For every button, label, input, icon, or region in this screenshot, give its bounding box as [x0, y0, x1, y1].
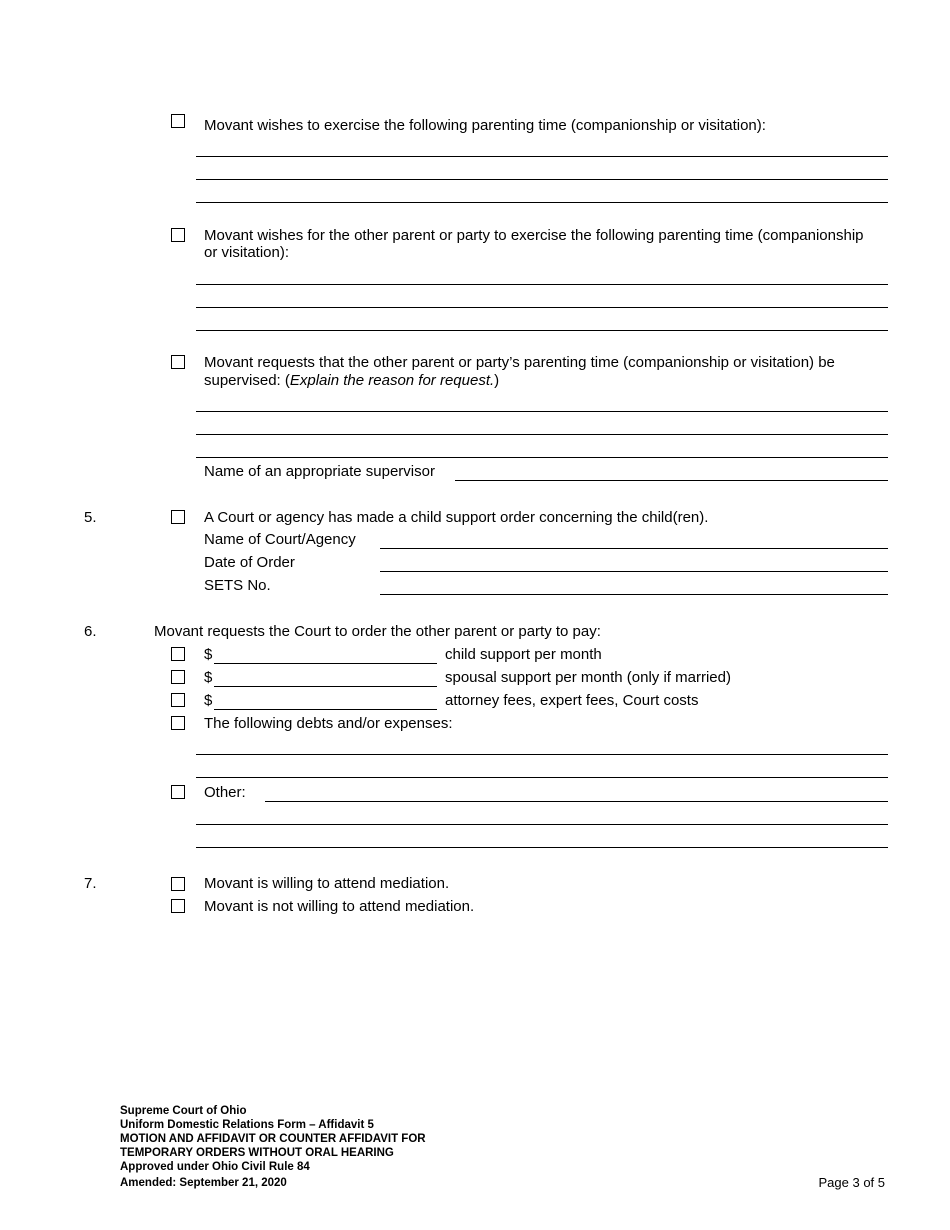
other-parenting-time-checkbox[interactable]	[171, 228, 185, 242]
fees-dollar-sign: $	[204, 692, 213, 709]
movant-parenting-time-checkbox[interactable]	[171, 114, 185, 128]
other-parenting-time-line-1[interactable]	[196, 284, 888, 285]
other-label: Other:	[204, 784, 246, 801]
mediation-willing-label: Movant is willing to attend mediation.	[204, 875, 450, 892]
supervised-reason-line-3[interactable]	[196, 457, 888, 458]
section-6-number: 6.	[84, 623, 97, 640]
court-agency-field[interactable]	[380, 548, 888, 549]
child-support-order-label: A Court or agency has made a child support order concerning the child(ren).	[204, 509, 709, 526]
movant-parenting-time-label: Movant wishes to exercise the following parenting time (companionship or visitation):	[204, 117, 766, 134]
other-checkbox[interactable]	[171, 785, 185, 799]
mediation-not-willing-label: Movant is not willing to attend mediation.	[204, 898, 475, 915]
section-7-number: 7.	[84, 875, 97, 892]
sets-no-label: SETS No.	[204, 577, 271, 594]
debts-line-1[interactable]	[196, 754, 888, 755]
spousal-support-checkbox[interactable]	[171, 670, 185, 684]
other-parenting-time-label-line2: or visitation):	[204, 244, 290, 261]
other-parenting-time-line-2[interactable]	[196, 307, 888, 308]
footer-approval: Approved under Ohio Civil Rule 84	[120, 1161, 310, 1173]
page-number: Page 3 of 5	[818, 1175, 885, 1190]
supervised-checkbox[interactable]	[171, 355, 185, 369]
movant-parenting-time-line-2[interactable]	[196, 179, 888, 180]
spousal-support-dollar-sign: $	[204, 669, 213, 686]
movant-parenting-time-line-3[interactable]	[196, 202, 888, 203]
section-5-number: 5.	[84, 509, 97, 526]
footer-title-line1: MOTION AND AFFIDAVIT OR COUNTER AFFIDAVIT FOR	[120, 1133, 426, 1145]
other-line-2[interactable]	[196, 824, 888, 825]
supervised-label-line2: supervised: (Explain the reason for request.)	[204, 372, 500, 389]
supervised-explain-hint: Explain the reason for request.	[289, 372, 495, 389]
supervised-label-line1: Movant requests that the other parent or party’s parenting time (companionship or visitation) be	[204, 354, 835, 371]
supervised-reason-line-2[interactable]	[196, 434, 888, 435]
date-of-order-field[interactable]	[380, 571, 888, 572]
form-footer	[120, 1104, 426, 1190]
child-support-order-checkbox[interactable]	[171, 510, 185, 524]
child-support-label: child support per month	[445, 646, 602, 663]
section-6-intro: Movant requests the Court to order the other parent or party to pay:	[154, 623, 601, 640]
other-parenting-time-line-3[interactable]	[196, 330, 888, 331]
fees-checkbox[interactable]	[171, 693, 185, 707]
spousal-support-label: spousal support per month (only if married)	[445, 669, 731, 686]
footer-title-line2: TEMPORARY ORDERS WITHOUT ORAL HEARING	[120, 1147, 394, 1159]
other-field[interactable]	[265, 801, 888, 802]
supervisor-name-field[interactable]	[455, 480, 888, 481]
footer-court: Supreme Court of Ohio	[120, 1105, 247, 1117]
mediation-willing-checkbox[interactable]	[171, 877, 185, 891]
footer-form-name: Uniform Domestic Relations Form – Affidavit 5	[120, 1119, 374, 1131]
child-support-amount-field[interactable]	[214, 663, 437, 664]
child-support-checkbox[interactable]	[171, 647, 185, 661]
child-support-dollar-sign: $	[204, 646, 213, 663]
debts-checkbox[interactable]	[171, 716, 185, 730]
sets-no-field[interactable]	[380, 594, 888, 595]
other-line-3[interactable]	[196, 847, 888, 848]
spousal-support-amount-field[interactable]	[214, 686, 437, 687]
footer-amended: Amended: September 21, 2020	[120, 1177, 287, 1189]
fees-amount-field[interactable]	[214, 709, 437, 710]
court-agency-label: Name of Court/Agency	[204, 531, 356, 548]
date-of-order-label: Date of Order	[204, 554, 295, 571]
movant-parenting-time-line-1[interactable]	[196, 156, 888, 157]
debts-label: The following debts and/or expenses:	[204, 715, 453, 732]
mediation-not-willing-checkbox[interactable]	[171, 899, 185, 913]
supervised-reason-line-1[interactable]	[196, 411, 888, 412]
debts-line-2[interactable]	[196, 777, 888, 778]
supervisor-name-label: Name of an appropriate supervisor	[204, 463, 435, 480]
fees-label: attorney fees, expert fees, Court costs	[445, 692, 699, 709]
other-parenting-time-label-line1: Movant wishes for the other parent or party to exercise the following parenting time (companionship	[204, 227, 864, 244]
